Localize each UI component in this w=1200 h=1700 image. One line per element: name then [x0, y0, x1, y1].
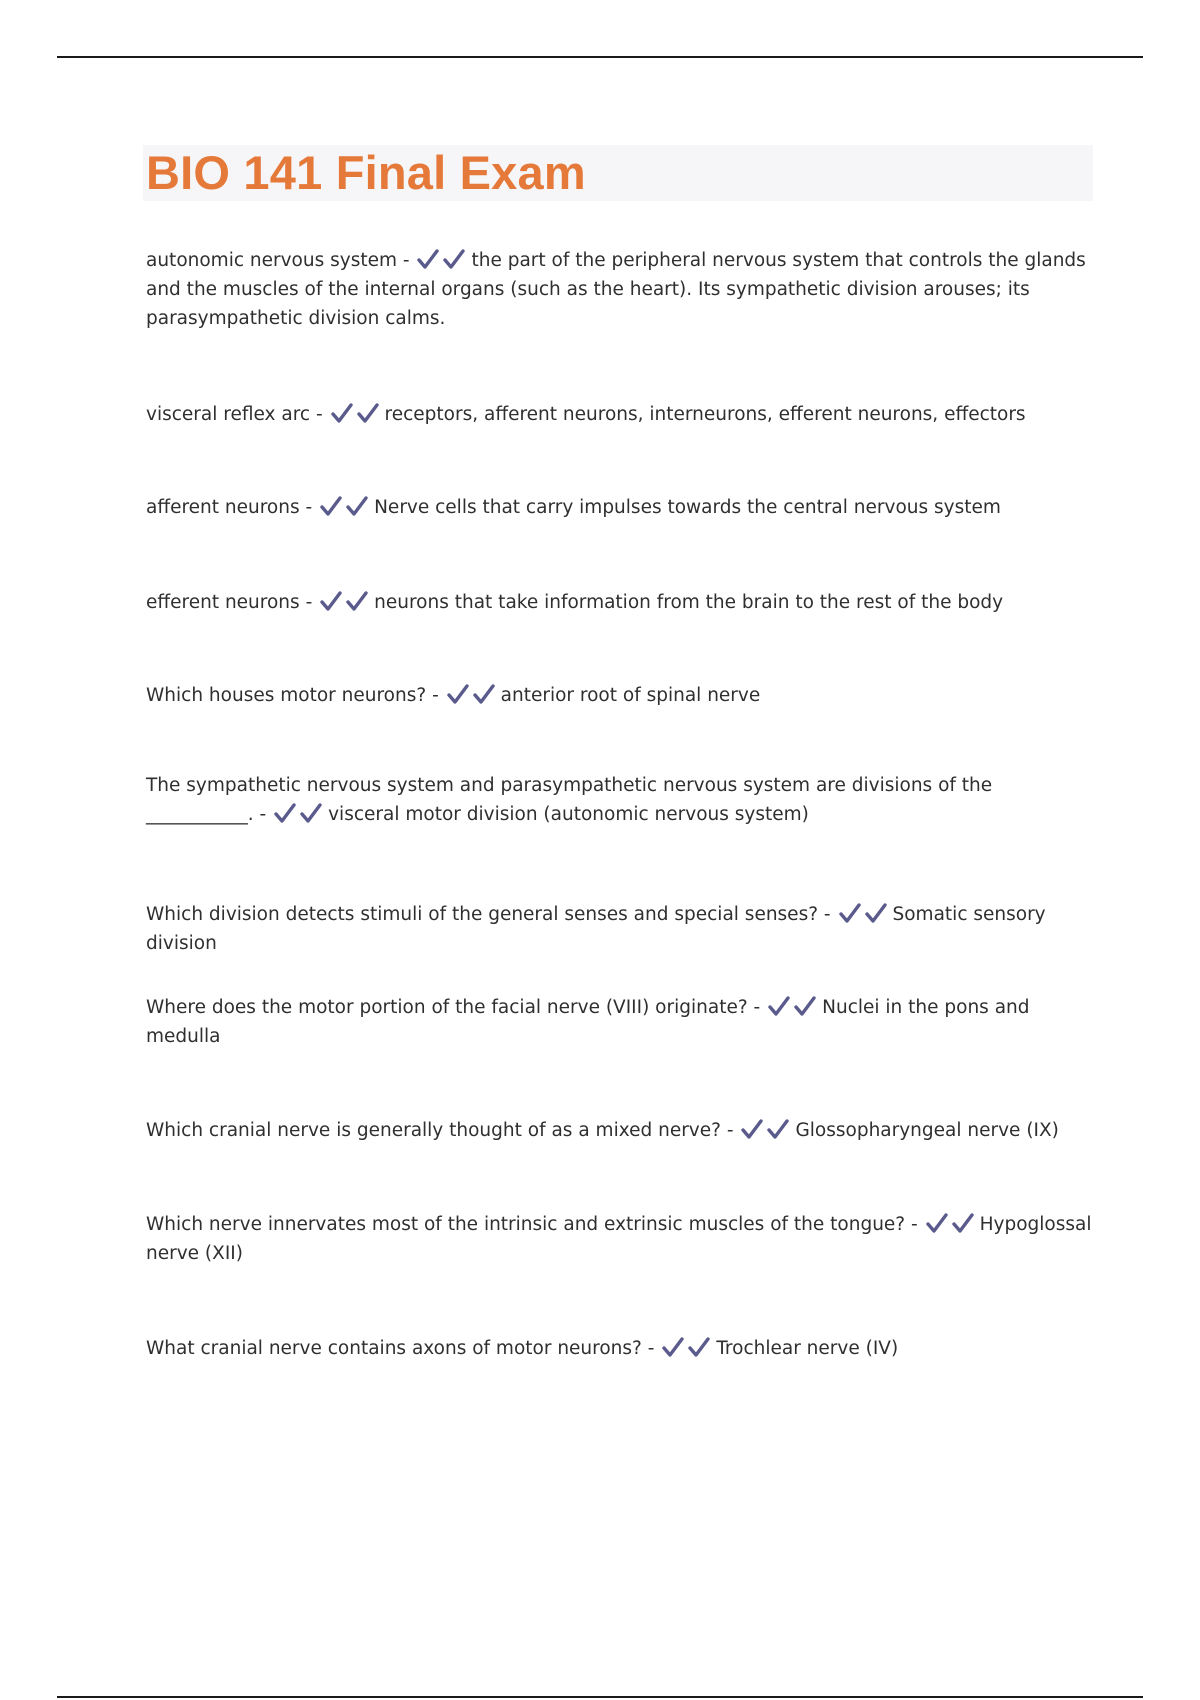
question-text: autonomic nervous system: [146, 250, 397, 271]
checkmark-icon: [346, 590, 372, 612]
answer-text: Nuclei in the pons and medulla: [146, 997, 1030, 1047]
answer-text: visceral motor division (autonomic nervous system): [328, 804, 809, 825]
qa-item: [146, 1116, 1096, 1145]
answer-text: Hypoglossal nerve (XII): [146, 1214, 1092, 1264]
bottom-rule: [57, 1696, 1143, 1698]
answer-text: neurons that take information from the brain to the rest of the body: [374, 592, 1004, 613]
double-checkmark-icon: [741, 1116, 793, 1145]
answer-text: Nerve cells that carry impulses towards the central nervous system: [374, 497, 1001, 518]
checkmark-icon: [768, 995, 794, 1017]
qa-item: [146, 771, 1096, 829]
checkmark-icon: [320, 495, 346, 517]
question-text: The sympathetic nervous system and parasympathetic nervous system are divisions of the ___________.: [146, 775, 993, 825]
separator: -: [911, 1214, 918, 1235]
checkmark-icon: [741, 1118, 767, 1140]
checkmark-icon: [926, 1212, 952, 1234]
checkmark-icon: [274, 802, 300, 824]
checkmark-icon: [447, 683, 473, 705]
double-checkmark-icon: [274, 800, 326, 829]
separator: -: [753, 997, 761, 1018]
answer-text: Glossopharyngeal nerve (IX): [795, 1120, 1059, 1141]
checkmark-icon: [417, 248, 443, 270]
qa-item: [146, 993, 1096, 1051]
answer-text: the part of the peripheral nervous system that controls the glands and the muscles of the internal organs (such as the heart). Its sympathetic division arouses; its parasympathetic division calms.: [146, 250, 1086, 329]
checkmark-icon: [688, 1336, 714, 1358]
question-text: visceral reflex arc: [146, 404, 311, 425]
question-text: Which houses motor neurons?: [146, 685, 427, 706]
question-text: Which nerve innervates most of the intrinsic and extrinsic muscles of the tongue?: [146, 1214, 906, 1235]
double-checkmark-icon: [768, 993, 820, 1022]
question-text: Which division detects stimuli of the general senses and special senses?: [146, 904, 819, 925]
checkmark-icon: [839, 902, 865, 924]
separator: -: [726, 1120, 734, 1141]
checkmark-icon: [473, 683, 499, 705]
qa-item: [146, 681, 1096, 710]
qa-item: [146, 588, 1096, 617]
checkmark-icon: [331, 402, 357, 424]
double-checkmark-icon: [417, 246, 469, 275]
checkmark-icon: [794, 995, 820, 1017]
checkmark-icon: [952, 1212, 978, 1234]
question-text: Which cranial nerve is generally thought of as a mixed nerve?: [146, 1120, 721, 1141]
question-text: afferent neurons: [146, 497, 300, 518]
double-checkmark-icon: [926, 1210, 978, 1239]
separator: -: [315, 404, 323, 425]
separator: -: [305, 592, 313, 613]
qa-item: [146, 1210, 1096, 1268]
double-checkmark-icon: [320, 493, 372, 522]
qa-item: [146, 493, 1096, 522]
qa-item: [146, 900, 1096, 958]
double-checkmark-icon: [320, 588, 372, 617]
question-text: What cranial nerve contains axons of motor neurons?: [146, 1338, 642, 1359]
answer-text: Trochlear nerve (IV): [716, 1338, 899, 1359]
checkmark-icon: [443, 248, 469, 270]
qa-item: [146, 246, 1096, 333]
double-checkmark-icon: [839, 900, 891, 929]
separator: -: [823, 904, 831, 925]
checkmark-icon: [320, 590, 346, 612]
double-checkmark-icon: [331, 400, 383, 429]
separator: -: [432, 685, 439, 706]
answer-text: receptors, afferent neurons, interneurons, efferent neurons, effectors: [384, 404, 1026, 425]
page-title: BIO 141 Final Exam: [146, 146, 586, 199]
answer-text: Somatic sensory division: [146, 904, 1046, 954]
double-checkmark-icon: [447, 681, 499, 710]
answer-text: anterior root of spinal nerve: [500, 685, 761, 706]
question-text: efferent neurons: [146, 592, 300, 613]
checkmark-icon: [767, 1118, 793, 1140]
separator: -: [259, 804, 267, 825]
separator: -: [647, 1338, 655, 1359]
checkmark-icon: [300, 802, 326, 824]
qa-item: [146, 400, 1096, 429]
top-rule: [57, 56, 1143, 58]
question-text: Where does the motor portion of the facial nerve (VIII) originate?: [146, 997, 748, 1018]
checkmark-icon: [865, 902, 891, 924]
checkmark-icon: [662, 1336, 688, 1358]
checkmark-icon: [346, 495, 372, 517]
qa-item: [146, 1334, 1096, 1363]
separator: -: [402, 250, 410, 271]
checkmark-icon: [357, 402, 383, 424]
separator: -: [305, 497, 313, 518]
double-checkmark-icon: [662, 1334, 714, 1363]
